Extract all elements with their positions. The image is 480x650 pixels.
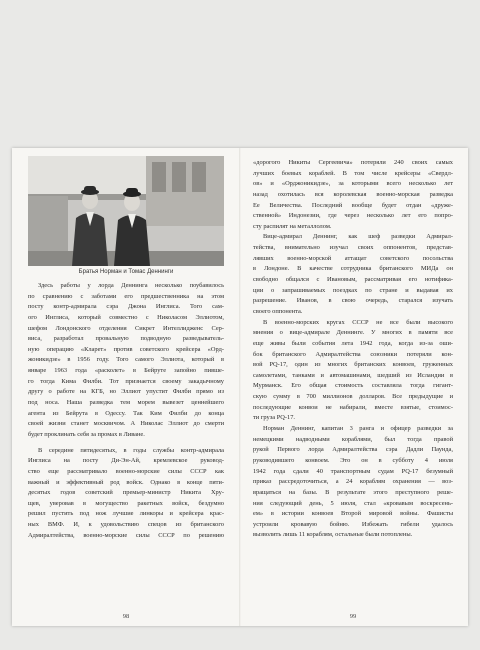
text-line: вызволить лишь 11 кораблям, остальные были потоплены. [253,531,413,539]
text-line: В военно-морских кругах СССР не все были высокого [263,318,453,326]
text-line: жоникидзе» в 1956 году. Того самого Эллиота, который в [28,356,224,364]
text-line: Мурманск. Его общая стоимость составляла тогда гигант- [253,382,453,390]
text-line: руководившего конвоем. Это он в субботу 4 июля [253,456,453,464]
text-line: разрешение. Иванов, в свою очередь, старался изучать [253,297,453,305]
page-number-right: 99 [349,613,357,620]
text-line: самолетами, танками и автомашинами, шедший из Исландии в [253,371,453,379]
text-line: важный и эффективный род войск. Однако в конце пяти- [28,478,224,486]
text-line: В середине пятидесятых, в годы службы контр-адмирала [38,446,224,454]
text-line: лучших боевых кораблей. В том числе крейсеры «Свердл- [253,169,453,177]
text-line: рукой Первого лорда Адмиралтейства сэра Дадли Паунда, [253,446,453,454]
photo-image [28,156,224,266]
text-line: свободно общался с Ивановым, рассматривая его нотифика- [253,276,453,284]
text-line: ции о запрашиваемых поездках по стране и выдавая их [253,286,453,294]
text-line: устроили кровавую бойню. Избежать гибели удалось [253,520,453,528]
text-line: Норман Деннинг, капитан 3 ранга и офицер разведки за [263,425,453,433]
text-line: посту контр-адмирала сэра Джона Инглиса. Того сам- [28,303,224,311]
text-line: в Лондоне. В качестве сотрудника британского МИДа он [253,265,453,273]
text-line: немецкими надводными кораблями, был тогда правой [253,435,453,443]
text-line: бок британского Адмиралтейства союзники потеряли кон- [253,350,453,358]
text-line: сту распилят на металлолом. [253,222,332,230]
text-line: приказ рассредоточиться, а 24 кораблям охранения — воз- [253,478,453,486]
text-line: мнения о вице-адмирале Деннинге. У многих в памяти все [253,329,453,337]
text-line: под носа. Наша разведка тем морем вывезет ценнейшего [28,399,224,407]
text-line: «дорогого Никиты Сергеевича» потеряли 240 своих самых [253,159,453,166]
text-line: ов» и «Орджоникидзе», за которыми всего несколько лет [253,180,453,188]
text-line: по сравнению с заботами его предшественника на этом [28,292,224,300]
text-line: ственной» Индонезии, где через несколько лет его попро- [253,212,453,220]
text-line: Инглиса на посту Ди-Эн-Ай, кремлевское руковод- [28,457,224,465]
text-line: Ее Величества. Последний вообще будет отдан «друже- [253,201,453,209]
text-line: ния следующий день, 5 июля, стал «кровавым воскресень- [253,499,453,507]
text-line: Здесь работы у лорда Деннинга несколько поубавилось [38,282,224,289]
text-line: назад охотилась вся королевская военно-морская разведка [253,190,453,198]
right-page [253,148,453,626]
book-gutter [239,148,241,626]
text-line: Адмиралтейства, военно-морские силы СССР по решению [28,531,224,539]
text-line: ных ВМФ. И, к удовольствию спецов из британского [28,521,224,529]
text-line: своего оппонента. [253,307,303,315]
text-line: лявших военно-морской аттащат советского посольства [253,254,453,262]
left-page-text [28,281,224,541]
text-line: ем» в истории конвоев Второй мировой войны. Фашисты [253,510,453,518]
text-line: скую сумму в 700 миллионов долларов. Все предыдущие и [253,393,453,401]
text-line: го тогда Кима Филби. Тот признается своему закадычному [28,377,224,385]
text-line: виса, разработал провальную подводную разведыватель- [28,335,224,343]
text-line: ство еще рассматривало военно-морские силы СССР как [28,467,224,475]
text-line: ную операцию «Кларет» против советского крейсера «Орд- [28,345,224,353]
right-page-text [253,158,453,541]
text-line: щев, уверовав в могущество ракетных войск, бездумно [28,499,224,507]
text-line: последующие конвои не набирали, вместе взятые, стоимос- [253,403,453,411]
text-line: шефом Лондонского отделения Сикрет Интеллидженс Сер- [28,324,224,332]
page-number-left: 98 [122,613,130,620]
text-line: решил пустить под нож лучшие линкоры и крейсера крас- [28,510,224,518]
left-page [28,148,224,626]
text-line: 1942 года сдали 40 транспортным судам PQ-17 безумный [253,467,453,475]
photo-caption: Братья Норман и Томас Деннинги [78,269,174,275]
text-line: вращаться на базы. В результате этого преступного реше- [253,488,453,496]
photo-denning-brothers [28,156,224,266]
text-line: Вице-адмирал Деннинг, как шеф разведки Адмирал- [263,233,453,241]
text-line: ого Инглиса, который совместно с Николасом Эллиотом, [28,313,224,321]
text-line: еще живы были события лета 1942 года, когда из-за оши- [253,339,453,347]
text-line: будет проклинать себя за промах в Ливане. [28,430,145,438]
text-line: тейства, внимательно изучал своих оппонентов, представ- [253,244,453,252]
book-spread [12,148,468,626]
text-line: ти груза PQ-17. [253,414,295,422]
text-line: десятых годов советский премьер-министр Никита Хру- [28,489,224,497]
text-line: январе 1963 года «расколет» в Бейруте запойно пивше- [28,367,224,375]
text-line: агента из Бейрута в Одессу. Так Ким Филби до конца [28,409,224,417]
text-line: своей жизни станет москвичом. А Николас Эллиот до смерти [28,420,224,428]
text-line: другу о работе на КГБ, но Эллиот упустит Филби прямо из [28,388,224,396]
text-line: вой PQ-17, один из многих британских конвоев, груженных [253,361,453,369]
